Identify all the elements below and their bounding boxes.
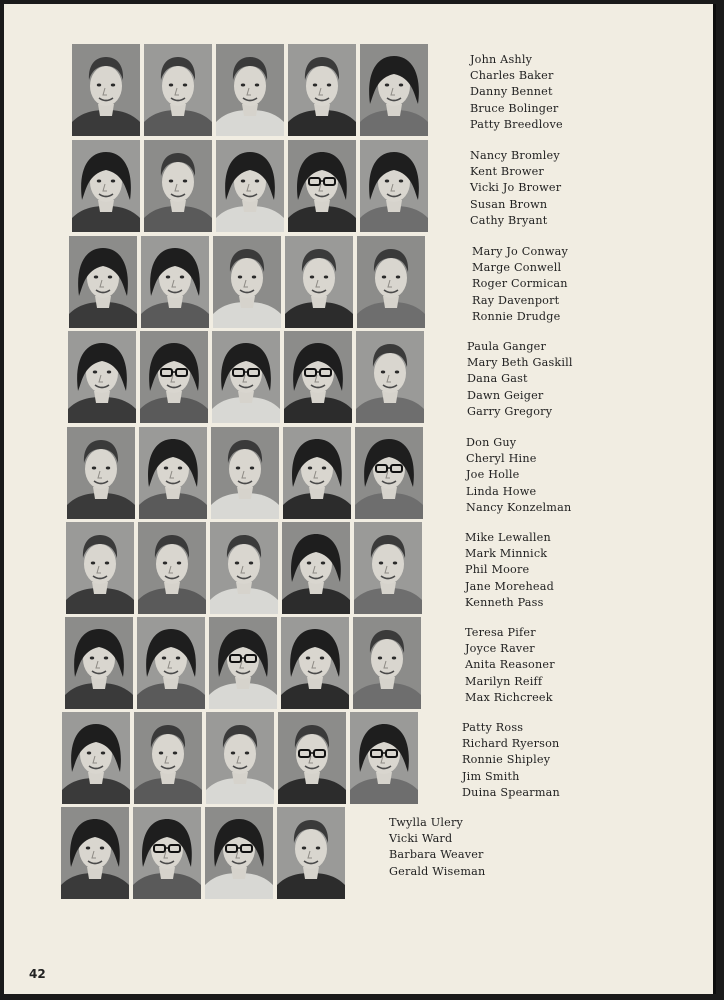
- student-portrait: [356, 331, 424, 423]
- student-name: Anita Reasoner: [465, 658, 555, 672]
- student-name: Don Guy: [466, 436, 517, 449]
- student-name: Ronnie Drudge: [472, 309, 561, 323]
- student-name: Phil Moore: [465, 563, 530, 577]
- student-portrait: [288, 140, 356, 232]
- student-name: Barbara Weaver: [389, 848, 484, 862]
- student-portrait: [140, 331, 208, 423]
- student-name: Linda Howe: [466, 484, 537, 498]
- student-name: Ronnie Shipley: [462, 753, 551, 767]
- student-name: Patty Ross: [462, 721, 524, 734]
- student-portrait: [355, 427, 423, 519]
- student-portrait: [353, 617, 421, 709]
- student-name: Vicki Ward: [389, 832, 453, 846]
- student-name: Joyce Raver: [465, 642, 535, 656]
- student-name: Paula Ganger: [467, 340, 547, 353]
- student-portrait: [206, 712, 274, 804]
- student-portrait: [210, 522, 278, 614]
- student-portrait: [209, 617, 277, 709]
- student-portrait: [284, 331, 352, 423]
- student-portrait: [65, 617, 133, 709]
- student-portrait: [213, 236, 281, 328]
- student-name: Richard Ryerson: [462, 737, 560, 751]
- student-portrait: [134, 712, 202, 804]
- student-name: Twylla Ulery: [389, 816, 464, 829]
- student-portrait: [139, 427, 207, 519]
- student-portrait: [62, 712, 130, 804]
- student-portrait: [278, 712, 346, 804]
- student-portrait: [66, 522, 134, 614]
- student-name: Joe Holle: [466, 468, 520, 482]
- student-name-list: [466, 435, 571, 516]
- student-portrait: [216, 44, 284, 136]
- student-portrait: [67, 427, 135, 519]
- student-portrait: [144, 44, 212, 136]
- student-name: Roger Cormican: [472, 277, 568, 291]
- student-portrait: [69, 236, 137, 328]
- student-name-list: [472, 244, 568, 325]
- student-name: Marge Conwell: [472, 261, 562, 275]
- student-portrait: [360, 140, 428, 232]
- student-name: Mark Minnick: [465, 547, 548, 561]
- student-name: Kenneth Pass: [465, 595, 544, 609]
- student-name: Danny Bennet: [470, 85, 553, 99]
- student-name: Dana Gast: [467, 372, 528, 386]
- student-portrait: [211, 427, 279, 519]
- yearbook-page: [4, 4, 716, 994]
- student-portrait: [288, 44, 356, 136]
- student-portrait: [72, 140, 140, 232]
- student-name: Jim Smith: [462, 769, 520, 783]
- student-name-list: [462, 720, 560, 801]
- student-name: Kent Brower: [470, 165, 544, 179]
- student-portrait: [144, 140, 212, 232]
- student-portrait: [357, 236, 425, 328]
- student-portrait: [205, 807, 273, 899]
- student-portrait: [282, 522, 350, 614]
- student-name-list: [389, 815, 485, 880]
- student-name: Mary Jo Conway: [472, 245, 568, 258]
- student-portrait: [61, 807, 129, 899]
- student-name: Cathy Bryant: [470, 213, 548, 227]
- student-name: Teresa Pifer: [465, 626, 536, 639]
- student-name-list: [465, 625, 555, 706]
- student-name-list: [470, 52, 563, 133]
- student-portrait: [360, 44, 428, 136]
- student-name: Cheryl Hine: [466, 452, 537, 466]
- student-portrait: [137, 617, 205, 709]
- student-name: Jane Morehead: [465, 579, 554, 593]
- student-portrait: [138, 522, 206, 614]
- student-name: Susan Brown: [470, 197, 548, 211]
- student-name: Dawn Geiger: [467, 388, 544, 402]
- student-name: Duina Spearman: [462, 785, 560, 799]
- student-name: Garry Gregory: [467, 404, 553, 418]
- student-portrait: [277, 807, 345, 899]
- student-name-list: [467, 339, 573, 420]
- student-portrait: [285, 236, 353, 328]
- student-portrait: [212, 331, 280, 423]
- student-portrait: [216, 140, 284, 232]
- student-name: Ray Davenport: [472, 293, 560, 307]
- student-name: John Ashly: [470, 53, 533, 66]
- student-name: Mike Lewallen: [465, 531, 551, 544]
- student-name: Nancy Bromley: [470, 149, 560, 162]
- student-portrait: [350, 712, 418, 804]
- student-name: Vicki Jo Brower: [470, 181, 562, 195]
- student-name: Max Richcreek: [465, 690, 553, 704]
- student-portrait: [354, 522, 422, 614]
- student-name: Charles Baker: [470, 69, 554, 83]
- student-name-list: [465, 530, 554, 611]
- student-name: Gerald Wiseman: [389, 864, 486, 878]
- student-portrait: [141, 236, 209, 328]
- student-name: Marilyn Reiff: [465, 674, 543, 688]
- student-portrait: [283, 427, 351, 519]
- student-portrait: [133, 807, 201, 899]
- student-name: Nancy Konzelman: [466, 500, 572, 514]
- student-portrait: [68, 331, 136, 423]
- student-portrait: [72, 44, 140, 136]
- student-name: Bruce Bolinger: [470, 101, 559, 115]
- page-number: 42: [29, 967, 46, 981]
- student-name: Mary Beth Gaskill: [467, 356, 573, 370]
- student-name: Patty Breedlove: [470, 117, 563, 131]
- student-name-list: [470, 148, 561, 229]
- student-portrait: [281, 617, 349, 709]
